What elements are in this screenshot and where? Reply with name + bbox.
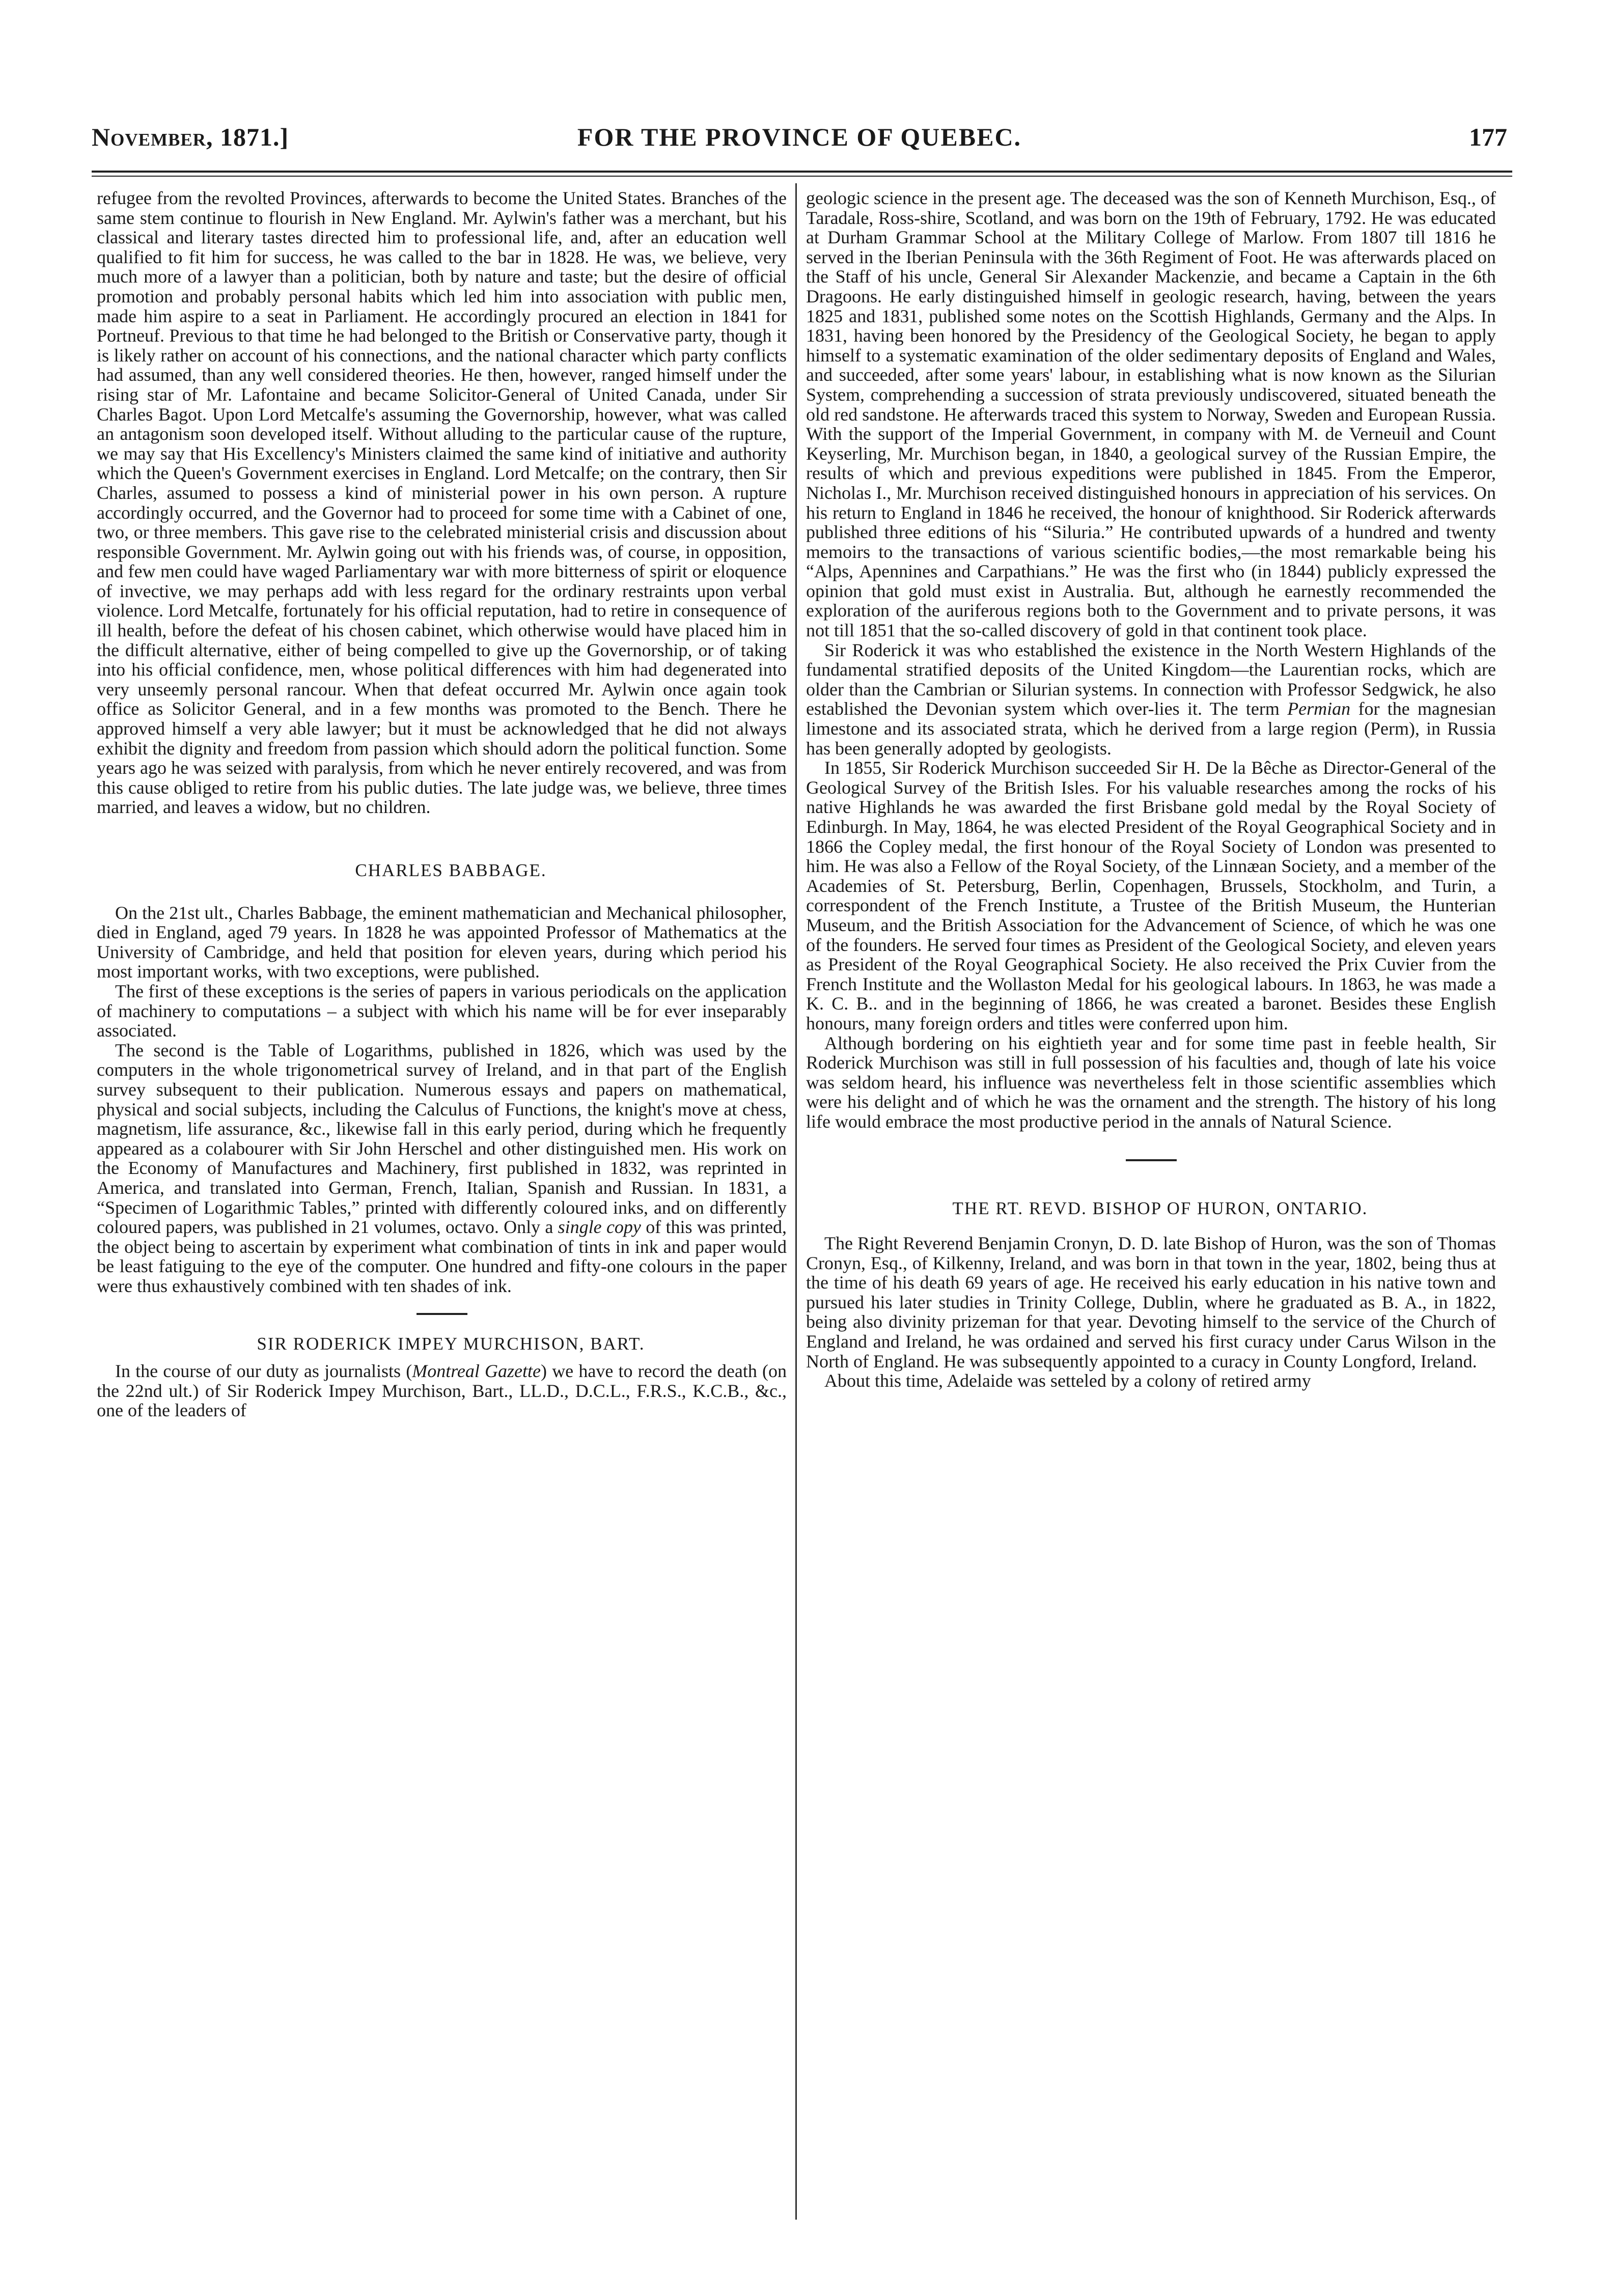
babbage-single-copy-emphasis: single copy [558, 1217, 641, 1238]
murchison-heading: SIR RODERICK IMPEY MURCHISON, BART. [257, 1334, 645, 1354]
header-page-number: 177 [1469, 123, 1507, 151]
page-header [92, 122, 1507, 163]
header-rule-thin [92, 176, 1512, 177]
murchison-paragraph-1-part-b: ) we have to record the death (on the 22nd ult.) of Sir Roderick Impey Murchison, Bart., LL.D., D.C.L., F.R.S., K.C.B., &c., one of the leaders of [97, 1361, 787, 1421]
babbage-paragraph-3-part-a: The second is the Table of Logarithms, published in 1826, which was used by the computers in the whole trigonometrical survey of Ireland, and in that part of the English survey subsequent to their publication. Numerous essays and papers on mathematical, physical and social subjects, including the Calculus of Functions, the knight's move at chess, magnetism, life assurance, &c., likewise fall in this early period, during which he frequently appeared as a colabourer with Sir John Herschel and other distinguished men. His work on the Economy of Manufactures and Machinery, first published in 1832, was reprinted in America, and translated into German, French, Italian, Spanish and Russian. In 1831, a “Specimen of Logarithmic Tables,” printed with differently coloured inks, and on differently coloured papers, was published in 21 volumes, octavo. Only a [97, 1040, 787, 1238]
right-column [806, 188, 1496, 1391]
cronyn-heading: THE RT. REVD. BISHOP OF HURON, ONTARIO. [952, 1198, 1368, 1218]
murchison-paragraph-2-part-a: Sir Roderick it was who established the existence in the North Western Highlands of the fundamental stratified deposits of the United Kingdom—the Laurentian rocks, which are older than the Cambrian or Silurian systems. In connection with Professor Sedgwick, he also established the Devonian system which over-lies it. The term [806, 639, 1496, 719]
babbage-paragraph-3 [97, 1041, 787, 1296]
column-separator [795, 183, 797, 2220]
header-date: November, 1871.] [92, 123, 289, 151]
babbage-paragraph-3-part-b: of this was printed, the object being to ascertain by experiment what combination of tints in ink and paper would be least fatiguing to the eye of the computer. One hundred and fifty-one colours in the paper were thus exhaustively combined with ten shades of ink. [97, 1217, 787, 1296]
murchison-paragraph-3: In 1855, Sir Roderick Murchison succeeded Sir H. De la Bêche as Director-General of the Geological Survey of the British Isles. For his valuable researches among the rocks of his native Highlands he was awarded the first Brisbane gold medal by the Royal Society of Edinburgh. In May, 1864, he was elected President of the Royal Geographical Society and in 1866 the Copley medal, the first honour of the Royal Society of London was presented to him. He was also a Fellow of the Royal Society, of the Linnæan Society, and a member of the Academies of St. Petersburg, Berlin, Copenhagen, Brussels, Stockholm, and Turin, a correspondent of the French Institute, a Trustee of the British Museum, the Hunterian Museum, and the British Association for the Advancement of Science, of which he was one of the founders. He served four times as President of the Geological Society, and eleven years as President of the Royal Geographical Society. He also received the Prix Cuvier from the French Institute and the Wollaston Medal for his geological labours. In 1863, he was made a K. C. B.. and in the beginning of 1866, he was created a baronet. Besides these English honours, many foreign orders and titles were conferred upon him. [806, 758, 1496, 1033]
cronyn-paragraph-1: The Right Reverend Benjamin Cronyn, D. D. late Bishop of Huron, was the son of Thomas Cronyn, Esq., of Kilkenny, Ireland, and was born in that town in the year, 1802, being thus at the time of his death 69 years of age. He received his early education in his native town and pursued his later studies in Trinity College, Dublin, where he graduated as B. A., in 1822, being also divinity prizeman for that year. Devoting himself to the service of the Church of England and Ireland, he was ordained and served his first curacy under Carus Wilson in the North of England. He was subsequently appointed to a curacy in County Longford, Ireland. [806, 1233, 1496, 1371]
permian-emphasis: Permian [1287, 698, 1351, 719]
aylwin-paragraph: refugee from the revolted Provinces, afterwards to become the United States. Branches of the same stem continue to flourish in New England. Mr. Aylwin's father was a merchant, but his classical and literary tastes directed him to professional life, and, after an education well qualified to fit him for success, he was called to the bar in 1828. He was, we believe, very much more of a lawyer than a politician, both by nature and taste; but the desire of official promotion and probably personal habits which led him into association with public men, made him aspire to a seat in Parliament. He accordingly procured an election in 1841 for Portneuf. Previous to that time he had belonged to the British or Conservative party, though it is likely rather on account of his connections, and the national character which party conflicts had assumed, than any well considered theories. He then, however, ranged himself under the rising star of Mr. Lafontaine and became Solicitor-General of United Canada, under Sir Charles Bagot. Upon Lord Metcalfe's assuming the Governorship, however, what was called an antagonism soon developed itself. Without alluding to the particular cause of the rupture, we may say that His Excellency's Ministers claimed the same kind of initiative and authority which the Queen's Government exercises in England. Lord Metcalfe; on the contrary, then Sir Charles, assumed to possess a kind of ministerial power in his own person. A rupture accordingly occurred, and the Governor had to proceed for some time with a Cabinet of one, two, or three members. This gave rise to the celebrated ministerial crisis and discussion about responsible Government. Mr. Aylwin going out with his friends was, of course, in opposition, and few men could have waged Parliamentary war with more bitterness of spirit or eloquence of invective, we may perhaps add with less regard for the ordinary restraints upon verbal violence. Lord Metcalfe, fortunately for his official reputation, had to retire in consequence of ill health, before the defeat of his chosen cabinet, which otherwise would have placed him in the difficult alternative, either of being compelled to give up the Governorship, or of taking into his official confidence, men, whose political differences with him had degenerated into very unseemly personal rancour. When that defeat occurred Mr. Aylwin once again took office as Solicitor General, and in a few months was promoted to the Bench. There he approved himself a very able lawyer; but it must be acknowledged that he did not always exhibit the dignity and freedom from passion which should adorn the political function. Some years ago he was seized with paralysis, from which he never entirely recovered, and was from this cause obliged to retire from his public duties. The late judge was, we believe, three times married, and leaves a widow, but no children. [97, 188, 787, 818]
murchison-paragraph-4: Although bordering on his eightieth year and for some time past in feeble health, Sir Roderick Murchison was still in full possession of his faculties and, though of late his voice was seldom heard, his influence was nevertheless felt in those scientific assemblies which were his delight and of which he was the ornament and the strength. The history of his long life would embrace the most productive period in the annals of Natural Science. [806, 1032, 1496, 1132]
babbage-paragraph-2: The first of these exceptions is the series of papers in various periodicals on the application of machinery to computations – a subject with which his name will be for ever inseparably associated. [97, 981, 787, 1041]
header-rule-thick [92, 171, 1512, 173]
babbage-paragraph-1: On the 21st ult., Charles Babbage, the eminent mathematician and Mechanical philosopher, died in England, aged 79 years. In 1828 he was appointed Professor of Mathematics at the University of Cambridge, and held that position for eleven years, during which period his most important works, with two exceptions, were published. [97, 902, 787, 982]
murchison-paragraph-1-part-a: In the course of our duty as journalists ( [115, 1361, 412, 1382]
murchison-paragraph-2 [806, 640, 1496, 759]
left-column [97, 188, 787, 1420]
babbage-heading: CHARLES BABBAGE. [355, 860, 547, 880]
cronyn-paragraph-2: About this time, Adelaide was setteled by a colony of retired army [824, 1370, 1311, 1391]
header-title: FOR THE PROVINCE OF QUEBEC. [577, 123, 1022, 151]
murchison-paragraph-1 [97, 1361, 787, 1420]
montreal-gazette-emphasis: Montreal Gazette [412, 1361, 541, 1382]
murchison-paragraph-1-continued: geologic science in the present age. The deceased was the son of Kenneth Murchison, Esq., of Taradale, Ross-shire, Scotland, and was born on the 19th of February, 1792. He was educated at Durham Grammar School at the Military College of Marlow. From 1807 till 1816 he served in the Iberian Peninsula with the 36th Regiment of Foot. He was afterwards placed on the Staff of his uncle, General Sir Alexander Mackenzie, and became a Captain in the 6th Dragoons. He early distinguished himself in geologic research, having, between the years 1825 and 1831, published some notes on the Scottish Highlands, Germany and the Alps. In 1831, having been honored by the Presidency of the Geological Society, he began to apply himself to a systematic examination of the older sedimentary deposits of England and Wales, and succeeded, after some years' labour, in establishing what is now known as the Silurian System, comprehending a succession of strata previously undiscovered, situated beneath the old red sandstone. He afterwards traced this system to Norway, Sweden and European Russia. With the support of the Imperial Government, in company with M. de Verneuil and Count Keyserling, Mr. Murchison began, in 1840, a geological survey of the Russian Empire, the results of which and previous expeditions were published in 1845. From the Emperor, Nicholas I., Mr. Murchison received distinguished honours in appreciation of his services. On his return to England in 1846 he received, the honour of knighthood. Sir Roderick afterwards published three editions of his “Siluria.” He contributed upwards of a hundred and twenty memoirs to the transactions of various scientific bodies,—the most remarkable being his “Alps, Apennines and Carpathians.” He was the first who (in 1844) publicly expressed the opinion that gold must exist in Australia. But, although he earnestly recommended the exploration of the auriferous regions both to the Government and to private persons, it was not till 1851 that the so-called discovery of gold in that continent took place. [806, 188, 1496, 641]
murchison-paragraph-2-part-b: for the magnesian limestone and its associated strata, which he derived from a large region (Perm), in Russia has been generally adopted by geologists. [806, 698, 1496, 759]
